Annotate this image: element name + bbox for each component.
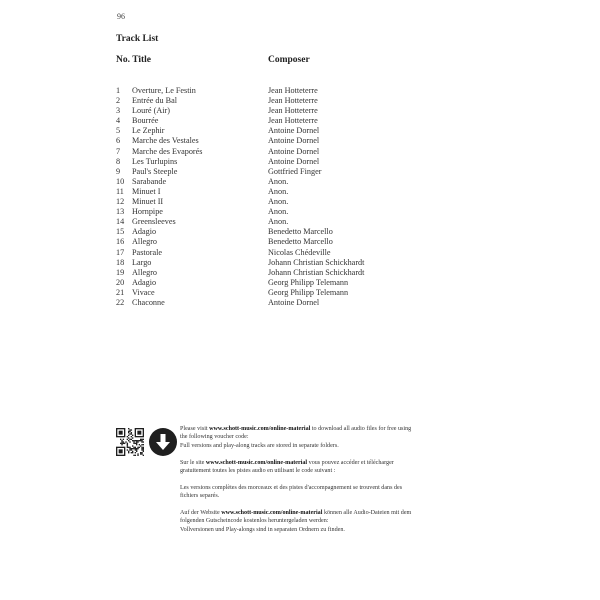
track-number: 11	[116, 186, 124, 196]
track-number: 19	[116, 267, 125, 277]
track-composer: Antoine Dornel	[268, 126, 320, 136]
track-title: Allegro	[132, 267, 158, 277]
track-number: 6	[116, 136, 121, 146]
track-number: 14	[116, 217, 125, 227]
download-arrow-icon	[149, 428, 177, 456]
track-row	[116, 227, 416, 237]
url-link-fr[interactable]: www.schott-music.com/online-material	[205, 459, 308, 466]
track-composer: Anon.	[268, 217, 289, 227]
track-number: 22	[116, 297, 125, 307]
track-title: Chaconne	[132, 297, 165, 307]
track-title: Marche des Evaporés	[132, 146, 203, 156]
track-row	[116, 126, 416, 136]
track-row	[116, 278, 416, 288]
track-number: 17	[116, 247, 125, 257]
track-number: 7	[116, 146, 121, 156]
track-row	[116, 86, 416, 96]
track-row	[116, 298, 416, 308]
track-title: Adagio	[132, 277, 157, 287]
track-title: Sarabande	[132, 176, 167, 186]
track-composer: Antoine Dornel	[268, 136, 320, 146]
header-no-title: No. Title	[116, 55, 152, 65]
track-composer: Anon.	[268, 207, 289, 217]
track-composer: Antoine Dornel	[268, 146, 320, 156]
track-composer: Jean Hotteterre	[268, 116, 318, 126]
instructions-en: Please visit www.schott-music.com/online-material to download all audio files for free using the following voucher code: Full versions and play-along tracks are stored in separate folders.	[180, 426, 412, 449]
instructions-fr: Sur le site www.schott-music.com/online-material vous pouvez accéder et télécharger gratuitement toutes les pistes audio en utilisant le code suivant :	[180, 459, 394, 475]
instructions-de: Auf der Website www.schott-music.com/online-material können alle Audio-Dateien mit dem folgenden Gutscheincode kostenlos heruntergeladen werden: Vollversionen und Play-alongs sind in separaten Ordnern zu finden.	[180, 510, 412, 533]
track-number: 2	[116, 96, 121, 106]
track-row	[116, 157, 416, 167]
track-number: 15	[116, 227, 125, 237]
track-row	[116, 177, 416, 187]
track-number: 3	[116, 106, 121, 116]
track-row	[116, 106, 416, 116]
track-composer: Anon.	[268, 176, 289, 186]
track-title: Paul's Steeple	[132, 166, 178, 176]
track-row	[116, 187, 416, 197]
track-row	[116, 268, 416, 278]
track-row	[116, 147, 416, 157]
track-composer: Anon.	[268, 197, 289, 207]
track-title: Vivace	[132, 287, 155, 297]
track-row	[116, 258, 416, 268]
header-composer: Composer	[268, 55, 310, 65]
track-composer: Nicolas Chédeville	[268, 247, 331, 257]
qr-code-icon	[116, 428, 144, 456]
track-title: Greensleeves	[132, 217, 176, 227]
track-composer: Jean Hotteterre	[268, 96, 318, 106]
track-title: Louré (Air)	[132, 106, 170, 116]
track-composer: Anon.	[268, 186, 289, 196]
track-composer: Georg Philipp Telemann	[268, 277, 349, 287]
track-number: 5	[116, 126, 121, 136]
track-number: 16	[116, 237, 125, 247]
online-material-footer	[116, 425, 416, 575]
track-title: Bourrée	[132, 116, 159, 126]
track-title: Largo	[132, 257, 152, 267]
url-link-de[interactable]: www.schott-music.com/online-material	[221, 510, 323, 517]
track-row	[116, 167, 416, 177]
track-title: Hornpipe	[132, 207, 163, 217]
track-row	[116, 116, 416, 126]
track-number: 21	[116, 287, 125, 297]
track-composer: Johann Christian Schickhardt	[268, 267, 365, 277]
track-title: Overture, Le Festin	[132, 86, 196, 95]
track-row	[116, 288, 416, 298]
track-number: 8	[116, 156, 121, 166]
track-title: Les Turlupins	[132, 156, 178, 166]
track-row	[116, 217, 416, 227]
track-row	[116, 197, 416, 207]
track-row	[116, 136, 416, 146]
track-number: 4	[116, 116, 121, 126]
track-composer: Johann Christian Schickhardt	[268, 257, 365, 267]
track-composer: Antoine Dornel	[268, 297, 320, 307]
url-link-en[interactable]: www.schott-music.com/online-material	[209, 426, 311, 432]
page-number: 96	[117, 12, 125, 21]
track-title: Marche des Vestales	[132, 136, 199, 146]
instructions-fr-2: Les versions complètes des morceaux et des pistes d'accompagnement se trouvent dans des fichiers separés.	[180, 484, 403, 500]
section-title: Track List	[116, 34, 159, 44]
track-number: 1	[116, 86, 121, 95]
track-title: Entrée du Bal	[132, 96, 178, 106]
track-number: 12	[116, 197, 125, 207]
track-row	[116, 96, 416, 106]
track-number: 18	[116, 257, 125, 267]
track-number: 13	[116, 207, 125, 217]
track-row	[116, 207, 416, 217]
track-composer: Benedetto Marcello	[268, 237, 333, 247]
track-list	[116, 86, 416, 308]
track-composer: Jean Hotteterre	[268, 86, 318, 95]
track-composer: Georg Philipp Telemann	[268, 287, 349, 297]
track-composer: Antoine Dornel	[268, 156, 320, 166]
track-number: 9	[116, 166, 121, 176]
track-composer: Jean Hotteterre	[268, 106, 318, 116]
track-number: 20	[116, 277, 125, 287]
track-title: Le Zephir	[132, 126, 165, 136]
track-composer: Gottfried Finger	[268, 166, 322, 176]
download-instructions	[180, 425, 416, 543]
track-row	[116, 248, 416, 258]
track-composer: Benedetto Marcello	[268, 227, 333, 237]
track-number: 10	[116, 176, 125, 186]
track-title: Allegro	[132, 237, 158, 247]
track-title: Adagio	[132, 227, 157, 237]
track-row	[116, 237, 416, 247]
track-title: Minuet II	[132, 197, 164, 207]
track-title: Minuet I	[132, 186, 161, 196]
track-title: Pastorale	[132, 247, 163, 257]
